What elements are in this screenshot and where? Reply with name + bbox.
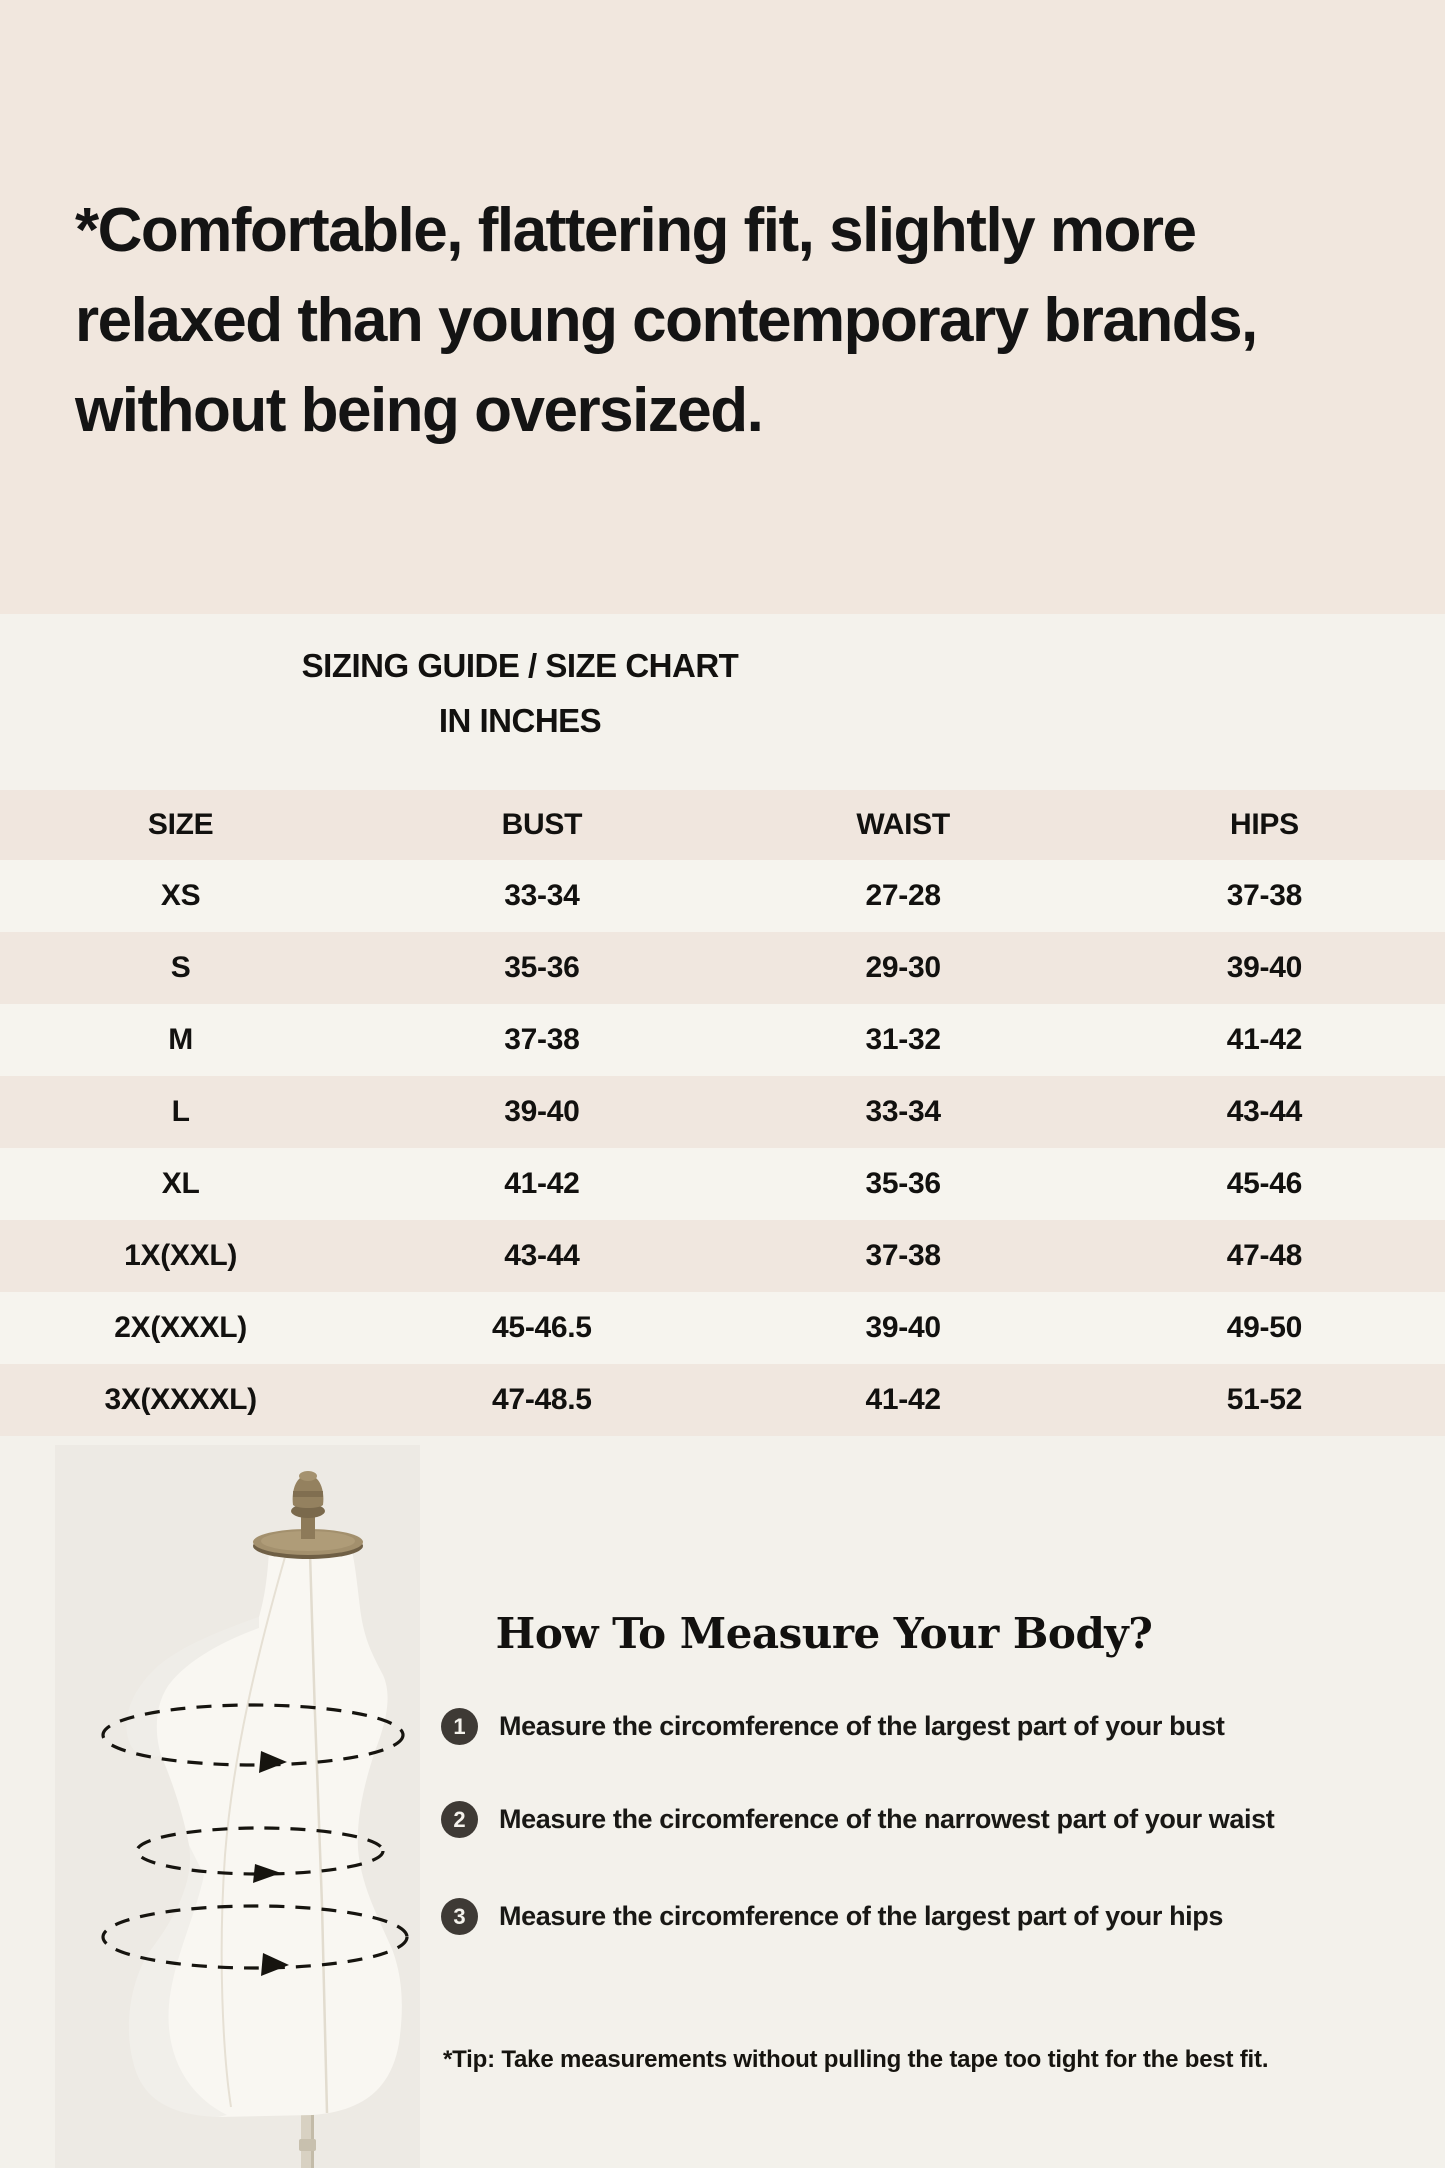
- cell-bust: 39-40: [504, 1095, 580, 1128]
- size-chart-title: [0, 638, 1040, 748]
- table-row: [0, 860, 1445, 932]
- measure-step-waist: [441, 1801, 1274, 1838]
- cell-size: 1X(XXL): [124, 1239, 238, 1272]
- cell-hips: 49-50: [1226, 1311, 1302, 1344]
- cell-size: XL: [161, 1167, 200, 1200]
- cell-size: S: [170, 951, 191, 984]
- table-row: [0, 1148, 1445, 1220]
- cell-waist: 35-36: [865, 1167, 941, 1200]
- dress-form-illustration: [55, 1445, 420, 2168]
- step-text: Measure the circomference of the largest part of your hips: [499, 1901, 1223, 1931]
- cell-waist: 31-32: [865, 1023, 941, 1056]
- cell-bust: 37-38: [504, 1023, 580, 1056]
- cell-hips: 43-44: [1226, 1095, 1302, 1128]
- cell-size: XS: [160, 879, 201, 912]
- table-row: [0, 932, 1445, 1004]
- fit-description-line: *Comfortable, flattering fit, slightly more: [75, 196, 1196, 265]
- step-text: Measure the circomference of the largest part of your bust: [499, 1711, 1225, 1741]
- cell-hips: 45-46: [1226, 1167, 1302, 1200]
- cell-bust: 41-42: [504, 1167, 580, 1200]
- cell-size: 3X(XXXXL): [104, 1383, 257, 1416]
- fit-description-line: without being oversized.: [75, 376, 763, 445]
- cell-hips: 51-52: [1226, 1383, 1302, 1416]
- cell-waist: 39-40: [865, 1311, 941, 1344]
- table-row: [0, 1220, 1445, 1292]
- cell-bust: 45-46.5: [492, 1311, 592, 1344]
- table-row: [0, 1004, 1445, 1076]
- fit-description-line: relaxed than young contemporary brands,: [75, 286, 1257, 355]
- measure-section-title: How To Measure Your Body?: [495, 1608, 1153, 1658]
- cell-size: L: [171, 1095, 190, 1128]
- cell-hips: 47-48: [1226, 1239, 1302, 1272]
- col-header-hips: HIPS: [1229, 808, 1299, 841]
- cell-size: M: [168, 1023, 193, 1056]
- size-chart-title-line1: SIZING GUIDE / SIZE CHART: [301, 647, 739, 684]
- measure-step-bust: [441, 1708, 1224, 1745]
- cell-bust: 47-48.5: [492, 1383, 592, 1416]
- cell-waist: 33-34: [865, 1095, 941, 1128]
- how-to-measure-section: [0, 1436, 1445, 2168]
- measure-step-hips: [441, 1898, 1223, 1935]
- fit-description-section: [0, 0, 1445, 614]
- cell-bust: 35-36: [504, 951, 580, 984]
- step-text: Measure the circomference of the narrowest part of your waist: [499, 1804, 1275, 1834]
- cell-waist: 29-30: [865, 951, 941, 984]
- col-header-waist: WAIST: [856, 808, 950, 841]
- fit-description-text: [75, 186, 1257, 456]
- cell-hips: 37-38: [1226, 879, 1302, 912]
- size-chart-heading-section: [0, 614, 1445, 790]
- table-row: [0, 1292, 1445, 1364]
- cell-hips: 41-42: [1226, 1023, 1302, 1056]
- cell-waist: 41-42: [865, 1383, 941, 1416]
- step-number-badge: 2: [441, 1801, 478, 1838]
- size-chart-table: [0, 790, 1445, 1436]
- cell-bust: 33-34: [504, 879, 580, 912]
- table-header-row: [0, 790, 1445, 860]
- step-number-badge: 3: [441, 1898, 478, 1935]
- cell-hips: 39-40: [1226, 951, 1302, 984]
- cell-size: 2X(XXXL): [114, 1311, 247, 1344]
- table-row: [0, 1364, 1445, 1436]
- size-chart-title-line2: IN INCHES: [438, 702, 602, 739]
- col-header-size: SIZE: [147, 808, 214, 841]
- table-row: [0, 1076, 1445, 1148]
- cell-waist: 27-28: [865, 879, 941, 912]
- step-number-badge: 1: [441, 1708, 478, 1745]
- cell-bust: 43-44: [504, 1239, 580, 1272]
- measurement-tip: *Tip: Take measurements without pulling the tape too tight for the best fit.: [443, 2046, 1269, 2073]
- col-header-bust: BUST: [501, 808, 583, 841]
- cell-waist: 37-38: [865, 1239, 941, 1272]
